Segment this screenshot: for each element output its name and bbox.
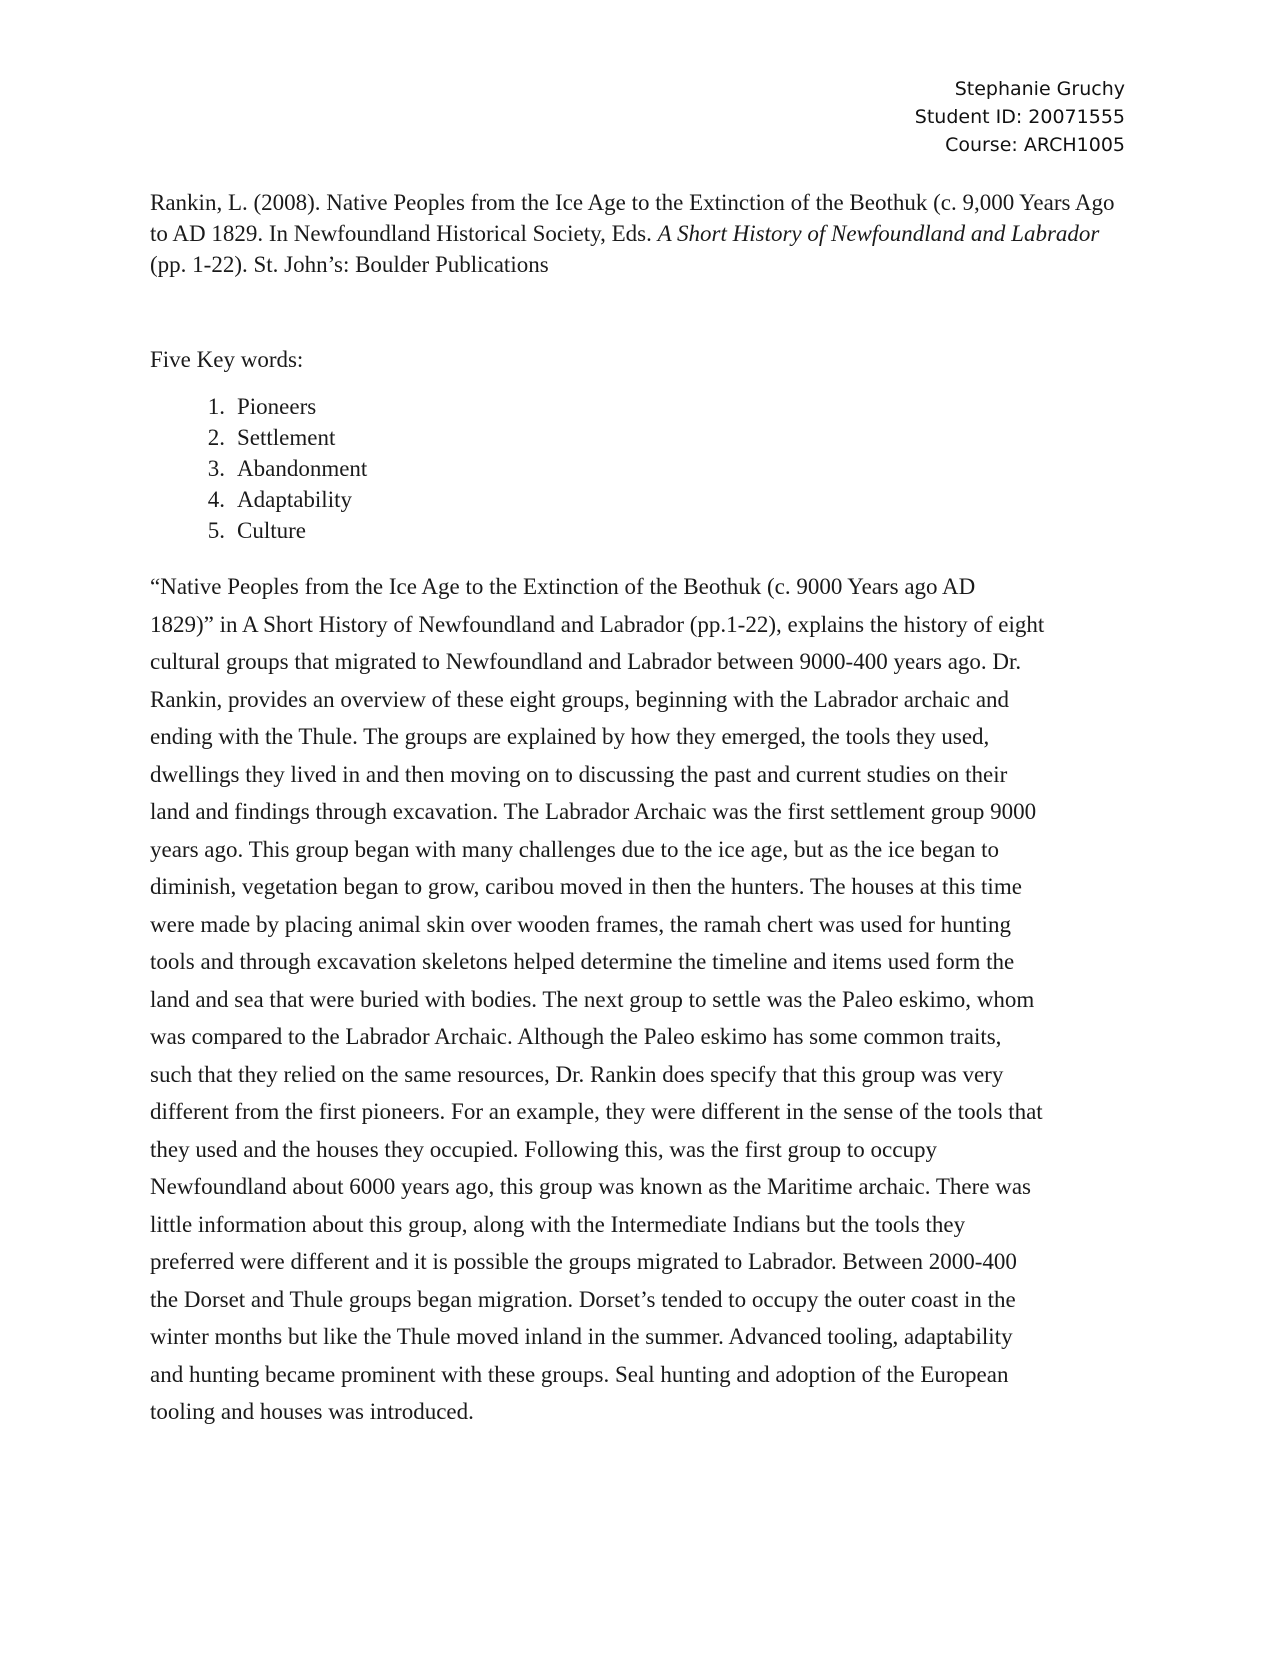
keyword-number: 2. [207,425,225,450]
paragraph-line: different from the first pioneers. For an example, they were different in the sense of the tools that [150,1099,1043,1124]
paragraph-line: they used and the houses they occupied. Following this, was the first group to occupy [150,1136,937,1162]
keyword-text: Adaptability [237,487,352,512]
author-header [915,75,1125,159]
keyword-item [150,422,367,453]
paragraph-line: was compared to the Labrador Archaic. Although the Paleo eskimo has some common traits, [150,1024,1002,1049]
keyword-item [150,484,367,515]
summary-paragraph [150,568,1135,1431]
keyword-text: Abandonment [237,456,368,481]
paragraph-line: winter months but like the Thule moved inland in the summer. Advanced tooling, adaptability [150,1324,1013,1349]
keyword-item [150,453,367,484]
keyword-item [150,391,367,422]
paragraph-line: land and findings through excavation. The Labrador Archaic was the first settlement group 9000 [150,799,1037,824]
paragraph-line: 1829)” in A Short History of Newfoundland and Labrador (pp.1-22), explains the history of eight [150,611,1045,637]
paragraph-line: such that they relied on the same resources, Dr. Rankin does specify that this group was very [150,1061,1004,1087]
paragraph-line: the Dorset and Thule groups began migration. Dorset’s tended to occupy the outer coast in the [150,1286,1016,1312]
keyword-text: Culture [237,518,306,543]
keyword-number: 3. [207,456,225,481]
keyword-number: 1. [207,394,225,419]
paragraph-line: little information about this group, along with the Intermediate Indians but the tools they [150,1211,966,1237]
keywords-list [150,391,367,546]
paragraph-line: tooling and houses was introduced. [150,1399,474,1424]
paragraph-line: “Native Peoples from the Ice Age to the Extinction of the Beothuk (c. 9000 Years ago AD [150,574,976,599]
keywords-title: Five Key words: [150,347,304,372]
paragraph-line: were made by placing animal skin over wooden frames, the ramah chert was used for hunting [150,911,1011,937]
paragraph-line: diminish, vegetation began to grow, caribou moved in then the hunters. The houses at this time [150,874,1022,899]
paragraph-line: tools and through excavation skeletons helped determine the timeline and items used form the [150,949,1015,974]
paragraph-line: Newfoundland about 6000 years ago, this group was known as the Maritime archaic. There was [150,1174,1031,1199]
paragraph-line: and hunting became prominent with these groups. Seal hunting and adoption of the European [150,1361,1009,1387]
keyword-number: 4. [207,487,225,512]
keyword-text: Pioneers [237,394,317,419]
citation-part-1: Rankin, L. (2008). Native Peoples from the Ice Age to the Extinction of the Beothuk (c. 9,000 Years Ago to AD 1829. In Newfoundland Historical Society, Eds. [150,190,1115,246]
paragraph-line: preferred were different and it is possible the groups migrated to Labrador. Between 2000-400 [150,1249,1017,1274]
citation [150,187,1130,280]
keyword-text: Settlement [237,425,336,450]
citation-part-2: (pp. 1-22). St. John’s: Boulder Publications [150,252,549,277]
keyword-number: 5. [207,518,225,543]
paragraph-line: Rankin, provides an overview of these eight groups, beginning with the Labrador archaic and [150,686,1010,712]
student-id: Student ID: 20071555 [914,106,1125,128]
paragraph-line: years ago. This group began with many challenges due to the ice age, but as the ice began to [150,836,1000,862]
author-name: Stephanie Gruchy [954,78,1125,100]
paragraph-line: dwellings they lived in and then moving on to discussing the past and current studies on their [150,761,1008,787]
paragraph-line: land and sea that were buried with bodies. The next group to settle was the Paleo eskimo, whom [150,986,1035,1012]
course-code: Course: ARCH1005 [945,134,1125,156]
keyword-item [150,515,367,546]
citation-book-title: A Short History of Newfoundland and Labrador [657,221,1100,246]
paragraph-line: cultural groups that migrated to Newfoundland and Labrador between 9000-400 years ago. Dr. [150,649,1022,674]
paragraph-line: ending with the Thule. The groups are explained by how they emerged, the tools they used, [150,724,990,749]
